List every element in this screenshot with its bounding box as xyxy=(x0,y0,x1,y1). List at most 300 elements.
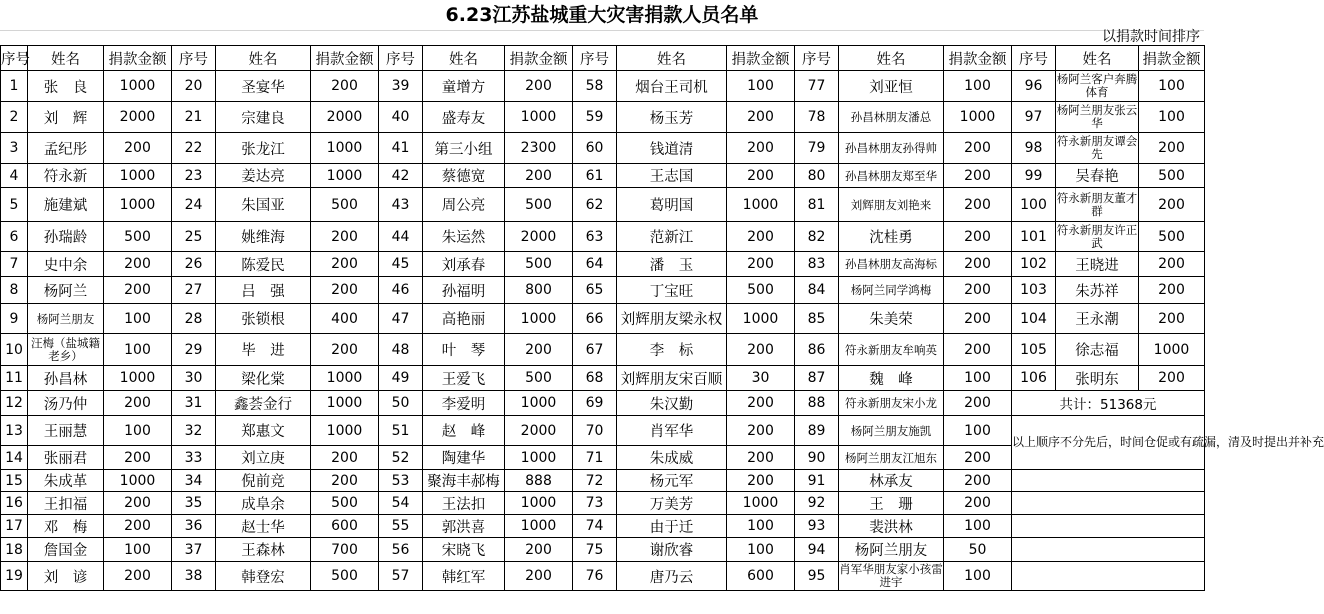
amount-cell: 1000 xyxy=(505,304,573,334)
amount-cell: 100 xyxy=(1139,71,1205,102)
seq-cell: 28 xyxy=(172,304,216,334)
donor-name-cell: 杨阿兰朋友张云华 xyxy=(1056,102,1139,133)
amount-cell: 1000 xyxy=(104,164,172,188)
seq-cell: 75 xyxy=(573,538,617,562)
seq-cell: 82 xyxy=(795,222,839,252)
donor-name-cell: 朱运然 xyxy=(423,222,505,252)
amount-cell: 500 xyxy=(311,562,379,591)
seq-cell: 24 xyxy=(172,188,216,222)
donor-name-cell: 朱苏祥 xyxy=(1056,277,1139,304)
amount-cell: 100 xyxy=(104,334,172,366)
donor-name-cell: 万美芳 xyxy=(617,492,727,515)
amount-cell: 100 xyxy=(1139,102,1205,133)
seq-cell: 38 xyxy=(172,562,216,591)
donor-name-cell: 邓 梅 xyxy=(28,515,104,538)
table-row xyxy=(1,71,1205,102)
footnote: 以上顺序不分先后，时间仓促或有疏漏，清及时提出并补充 xyxy=(1012,416,1205,470)
amount-cell: 1000 xyxy=(311,133,379,164)
amount-cell: 200 xyxy=(505,562,573,591)
table-row xyxy=(1,470,1205,492)
donor-name-cell: 由于迁 xyxy=(617,515,727,538)
donor-name-cell: 杨阿兰朋友江旭东 xyxy=(839,446,944,470)
seq-cell: 39 xyxy=(379,71,423,102)
donor-name-cell: 郭洪喜 xyxy=(423,515,505,538)
seq-cell: 81 xyxy=(795,188,839,222)
table-row xyxy=(1,164,1205,188)
seq-cell: 49 xyxy=(379,366,423,391)
amount-cell: 200 xyxy=(104,562,172,591)
amount-cell: 200 xyxy=(944,492,1012,515)
total-amount: 共计：51368元 xyxy=(1012,391,1205,416)
amount-cell: 200 xyxy=(505,538,573,562)
amount-cell: 200 xyxy=(727,446,795,470)
donor-name-cell: 符永新朋友许正武 xyxy=(1056,222,1138,250)
seq-cell: 87 xyxy=(795,366,839,391)
seq-cell: 79 xyxy=(795,133,839,164)
amount-cell: 200 xyxy=(104,252,172,277)
seq-cell: 53 xyxy=(379,470,423,492)
amount-cell: 200 xyxy=(944,133,1012,164)
donor-name-cell: 朱汉勤 xyxy=(617,391,727,416)
seq-cell: 71 xyxy=(573,446,617,470)
amount-cell: 100 xyxy=(944,515,1012,538)
seq-cell: 95 xyxy=(795,562,839,591)
seq-cell: 77 xyxy=(795,71,839,102)
amount-cell: 100 xyxy=(727,515,795,538)
amount-cell: 100 xyxy=(727,71,795,102)
seq-cell: 51 xyxy=(379,416,423,446)
donor-name-cell: 梁化棠 xyxy=(216,366,311,391)
seq-cell: 80 xyxy=(795,164,839,188)
donor-name-cell: 杨阿兰 xyxy=(28,277,104,304)
amount-cell: 200 xyxy=(727,470,795,492)
header-name: 姓名 xyxy=(1056,46,1139,71)
header-seq: 序号 xyxy=(1012,46,1056,71)
amount-cell: 200 xyxy=(505,71,573,102)
seq-cell: 54 xyxy=(379,492,423,515)
seq-cell: 21 xyxy=(172,102,216,133)
empty-cell xyxy=(1012,515,1205,538)
donor-name-cell: 李 标 xyxy=(617,334,727,366)
donor-name-cell: 蔡德宽 xyxy=(423,164,505,188)
amount-cell: 1000 xyxy=(104,470,172,492)
amount-cell: 500 xyxy=(311,188,379,222)
header-amount: 捐款金额 xyxy=(104,46,172,71)
header-amount: 捐款金额 xyxy=(944,46,1012,71)
donor-name-cell: 孙昌林朋友郑至华 xyxy=(839,164,944,188)
seq-cell: 63 xyxy=(573,222,617,252)
seq-cell: 7 xyxy=(1,252,28,277)
table-row xyxy=(1,416,1205,446)
amount-cell: 200 xyxy=(311,277,379,304)
seq-cell: 31 xyxy=(172,391,216,416)
donor-name-cell: 高艳丽 xyxy=(423,304,505,334)
donor-name-cell: 唐乃云 xyxy=(617,562,727,591)
donor-name-cell: 朱成威 xyxy=(617,446,727,470)
donor-name-cell: 第三小组 xyxy=(423,133,505,164)
amount-cell: 500 xyxy=(505,252,573,277)
donor-name-cell: 鑫荟金行 xyxy=(216,391,311,416)
table-row xyxy=(1,188,1205,222)
seq-cell: 64 xyxy=(573,252,617,277)
seq-cell: 78 xyxy=(795,102,839,133)
amount-cell: 800 xyxy=(505,277,573,304)
amount-cell: 200 xyxy=(311,222,379,252)
donor-name-cell: 韩登宏 xyxy=(216,562,311,591)
donor-name-cell: 符永新朋友董才群 xyxy=(1056,188,1139,222)
amount-cell: 2000 xyxy=(104,102,172,133)
seq-cell: 36 xyxy=(172,515,216,538)
donor-name-cell: 汪梅（盐城籍老乡） xyxy=(28,334,104,366)
amount-cell: 600 xyxy=(727,562,795,591)
donor-name-cell: 姜达亮 xyxy=(216,164,311,188)
donor-name-cell: 孙昌林朋友高海标 xyxy=(839,252,944,277)
donor-name-cell: 刘辉朋友刘艳来 xyxy=(839,188,944,222)
seq-cell: 35 xyxy=(172,492,216,515)
seq-cell: 6 xyxy=(1,222,28,252)
amount-cell: 100 xyxy=(944,416,1012,446)
donor-name-cell: 孟纪彤 xyxy=(28,133,104,164)
donor-name-cell: 张锁根 xyxy=(216,304,311,334)
header-name: 姓名 xyxy=(216,46,311,71)
seq-cell: 89 xyxy=(795,416,839,446)
seq-cell: 58 xyxy=(573,71,617,102)
seq-cell: 52 xyxy=(379,446,423,470)
amount-cell: 2000 xyxy=(311,102,379,133)
donor-name-cell: 王晓进 xyxy=(1056,252,1139,277)
amount-cell: 1000 xyxy=(311,391,379,416)
amount-cell: 200 xyxy=(104,515,172,538)
amount-cell: 888 xyxy=(505,470,573,492)
amount-cell: 100 xyxy=(104,304,172,334)
amount-cell: 200 xyxy=(727,164,795,188)
donor-name-cell: 符永新朋友牟响英 xyxy=(839,334,944,366)
donor-name-cell: 烟台王司机 xyxy=(617,71,727,102)
header-name: 姓名 xyxy=(839,46,944,71)
header-name: 姓名 xyxy=(28,46,104,71)
amount-cell: 1000 xyxy=(311,164,379,188)
donor-name-cell: 聚海丰郝梅 xyxy=(423,470,505,492)
seq-cell: 102 xyxy=(1012,252,1056,277)
seq-cell: 2 xyxy=(1,102,28,133)
header-seq: 序号 xyxy=(573,46,617,71)
seq-cell: 48 xyxy=(379,334,423,366)
donor-name-cell: 张丽君 xyxy=(28,446,104,470)
donor-name-cell: 谢欣睿 xyxy=(617,538,727,562)
donor-name-cell: 汤乃仲 xyxy=(28,391,104,416)
seq-cell: 68 xyxy=(573,366,617,391)
donor-name-cell: 刘亚恒 xyxy=(839,71,944,102)
donor-name-cell: 刘 辉 xyxy=(28,102,104,133)
empty-cell xyxy=(1012,538,1205,562)
seq-cell: 19 xyxy=(1,562,28,591)
seq-cell: 15 xyxy=(1,470,28,492)
seq-cell: 20 xyxy=(172,71,216,102)
donor-name-cell: 朱美荣 xyxy=(839,304,944,334)
donor-name-cell: 王丽慧 xyxy=(28,416,104,446)
amount-cell: 200 xyxy=(727,102,795,133)
seq-cell: 96 xyxy=(1012,71,1056,102)
seq-cell: 101 xyxy=(1012,222,1056,252)
seq-cell: 46 xyxy=(379,277,423,304)
amount-cell: 200 xyxy=(1139,252,1205,277)
amount-cell: 100 xyxy=(104,416,172,446)
donor-name-cell: 王永潮 xyxy=(1056,304,1139,334)
seq-cell: 57 xyxy=(379,562,423,591)
amount-cell: 200 xyxy=(311,252,379,277)
amount-cell: 200 xyxy=(311,71,379,102)
donor-name-cell: 毕 进 xyxy=(216,334,311,366)
donor-name-cell: 肖军华朋友家小孩雷进宇 xyxy=(839,562,943,589)
donor-name-cell: 王扣福 xyxy=(28,492,104,515)
seq-cell: 97 xyxy=(1012,102,1056,133)
donor-name-cell: 孙昌林朋友潘总 xyxy=(839,102,944,133)
seq-cell: 76 xyxy=(573,562,617,591)
donor-name-cell: 杨阿兰客户奔腾体育 xyxy=(1056,71,1139,102)
amount-cell: 200 xyxy=(311,470,379,492)
seq-cell: 25 xyxy=(172,222,216,252)
seq-cell: 4 xyxy=(1,164,28,188)
donor-name-cell: 陶建华 xyxy=(423,446,505,470)
donor-name-cell: 朱国亚 xyxy=(216,188,311,222)
empty-cell xyxy=(1012,470,1205,492)
donor-name-cell: 徐志福 xyxy=(1056,334,1139,366)
donor-name-cell: 孙瑞龄 xyxy=(28,222,104,252)
donor-name-cell: 钱道清 xyxy=(617,133,727,164)
seq-cell: 1 xyxy=(1,71,28,102)
amount-cell: 200 xyxy=(727,334,795,366)
table-row xyxy=(1,492,1205,515)
donor-name-cell: 肖军华 xyxy=(617,416,727,446)
amount-cell: 30 xyxy=(727,366,795,391)
donor-name-cell: 杨阿兰朋友 xyxy=(28,304,104,334)
donor-name-cell: 刘 谚 xyxy=(28,562,104,591)
seq-cell: 91 xyxy=(795,470,839,492)
seq-cell: 56 xyxy=(379,538,423,562)
donor-name-cell: 杨阿兰朋友 xyxy=(839,538,944,562)
donor-name-cell: 圣宴华 xyxy=(216,71,311,102)
donor-name-cell: 成阜余 xyxy=(216,492,311,515)
donor-name-cell: 范新江 xyxy=(617,222,727,252)
header-seq: 序号 xyxy=(379,46,423,71)
amount-cell: 200 xyxy=(727,416,795,446)
sort-note: 以捐款时间排序 xyxy=(1102,29,1200,45)
seq-cell: 66 xyxy=(573,304,617,334)
seq-cell: 83 xyxy=(795,252,839,277)
amount-cell: 100 xyxy=(104,538,172,562)
donor-name-cell: 李爱明 xyxy=(423,391,505,416)
amount-cell: 200 xyxy=(1139,133,1205,164)
amount-cell: 200 xyxy=(1139,277,1205,304)
donor-name-cell: 周公亮 xyxy=(423,188,505,222)
seq-cell: 92 xyxy=(795,492,839,515)
seq-cell: 98 xyxy=(1012,133,1056,164)
donor-name-cell: 王法扣 xyxy=(423,492,505,515)
donor-name-cell: 盛寿友 xyxy=(423,102,505,133)
donor-name-cell: 史中余 xyxy=(28,252,104,277)
seq-cell: 16 xyxy=(1,492,28,515)
amount-cell: 200 xyxy=(311,334,379,366)
donor-name-cell: 符永新朋友谭会先 xyxy=(1056,133,1139,164)
donor-name-cell: 赵士华 xyxy=(216,515,311,538)
amount-cell: 200 xyxy=(944,446,1012,470)
amount-cell: 100 xyxy=(727,538,795,562)
table-row xyxy=(1,102,1205,133)
amount-cell: 1000 xyxy=(311,366,379,391)
donor-name-cell: 王 珊 xyxy=(839,492,944,515)
seq-cell: 37 xyxy=(172,538,216,562)
amount-cell: 100 xyxy=(944,366,1012,391)
seq-cell: 45 xyxy=(379,252,423,277)
donor-name-cell: 王志国 xyxy=(617,164,727,188)
seq-cell: 104 xyxy=(1012,304,1056,334)
donor-name-cell: 孙福明 xyxy=(423,277,505,304)
seq-cell: 22 xyxy=(172,133,216,164)
seq-cell: 103 xyxy=(1012,277,1056,304)
amount-cell: 2000 xyxy=(505,222,573,252)
seq-cell: 33 xyxy=(172,446,216,470)
table-row xyxy=(1,304,1205,334)
header-seq: 序号 xyxy=(172,46,216,71)
seq-cell: 67 xyxy=(573,334,617,366)
donor-name-cell: 孙昌林 xyxy=(28,366,104,391)
empty-cell xyxy=(1012,492,1205,515)
seq-cell: 12 xyxy=(1,391,28,416)
donor-name-cell: 林承友 xyxy=(839,470,944,492)
donor-name-cell: 王爱飞 xyxy=(423,366,505,391)
seq-cell: 9 xyxy=(1,304,28,334)
amount-cell: 200 xyxy=(104,492,172,515)
donor-name-cell: 韩红军 xyxy=(423,562,505,591)
donor-name-cell: 郑惠文 xyxy=(216,416,311,446)
amount-cell: 1000 xyxy=(505,515,573,538)
amount-cell: 100 xyxy=(944,562,1012,591)
donor-name-cell: 陈爱民 xyxy=(216,252,311,277)
donor-name-cell: 孙昌林朋友孙得帅 xyxy=(839,133,944,164)
amount-cell: 200 xyxy=(944,188,1012,222)
table-row xyxy=(1,133,1205,164)
amount-cell: 200 xyxy=(104,446,172,470)
amount-cell: 200 xyxy=(944,252,1012,277)
amount-cell: 200 xyxy=(505,334,573,366)
table-body xyxy=(1,71,1324,591)
donor-name-cell: 施建斌 xyxy=(28,188,104,222)
table-row xyxy=(1,391,1205,416)
amount-cell: 200 xyxy=(944,222,1012,252)
donor-name-cell: 丁宝旺 xyxy=(617,277,727,304)
amount-cell: 200 xyxy=(727,391,795,416)
header-amount: 捐款金额 xyxy=(1139,46,1205,71)
amount-cell: 200 xyxy=(727,222,795,252)
donor-name-cell: 符永新 xyxy=(28,164,104,188)
seq-cell: 32 xyxy=(172,416,216,446)
seq-cell: 65 xyxy=(573,277,617,304)
table-row xyxy=(1,562,1205,591)
table-row xyxy=(1,334,1205,366)
amount-cell: 1000 xyxy=(944,102,1012,133)
donor-name-cell: 魏 峰 xyxy=(839,366,944,391)
header-amount: 捐款金额 xyxy=(311,46,379,71)
seq-cell: 14 xyxy=(1,446,28,470)
amount-cell: 1000 xyxy=(727,492,795,515)
amount-cell: 200 xyxy=(104,277,172,304)
table-row xyxy=(1,366,1205,391)
seq-cell: 93 xyxy=(795,515,839,538)
amount-cell: 500 xyxy=(311,492,379,515)
amount-cell: 200 xyxy=(104,133,172,164)
seq-cell: 94 xyxy=(795,538,839,562)
amount-cell: 200 xyxy=(944,334,1012,366)
amount-cell: 200 xyxy=(1139,188,1205,222)
seq-cell: 70 xyxy=(573,416,617,446)
seq-cell: 88 xyxy=(795,391,839,416)
amount-cell: 1000 xyxy=(104,71,172,102)
donor-name-cell: 刘承春 xyxy=(423,252,505,277)
donor-name-cell: 裴洪林 xyxy=(839,515,944,538)
amount-cell: 200 xyxy=(311,446,379,470)
seq-cell: 50 xyxy=(379,391,423,416)
seq-cell: 84 xyxy=(795,277,839,304)
seq-cell: 69 xyxy=(573,391,617,416)
amount-cell: 500 xyxy=(1139,222,1205,252)
amount-cell: 200 xyxy=(944,164,1012,188)
seq-cell: 60 xyxy=(573,133,617,164)
seq-cell: 26 xyxy=(172,252,216,277)
seq-cell: 11 xyxy=(1,366,28,391)
table-header xyxy=(1,46,1205,71)
amount-cell: 1000 xyxy=(505,102,573,133)
amount-cell: 500 xyxy=(104,222,172,252)
header-seq: 序号 xyxy=(1,46,28,71)
amount-cell: 200 xyxy=(944,391,1012,416)
seq-cell: 34 xyxy=(172,470,216,492)
seq-cell: 86 xyxy=(795,334,839,366)
header-name: 姓名 xyxy=(617,46,727,71)
seq-cell: 61 xyxy=(573,164,617,188)
donation-table xyxy=(0,45,1324,591)
table-row xyxy=(1,222,1205,252)
amount-cell: 1000 xyxy=(505,446,573,470)
seq-cell: 10 xyxy=(1,334,28,366)
donor-name-cell: 刘辉朋友宋百顺 xyxy=(617,366,727,391)
seq-cell: 47 xyxy=(379,304,423,334)
seq-cell: 3 xyxy=(1,133,28,164)
amount-cell: 200 xyxy=(944,470,1012,492)
header-amount: 捐款金额 xyxy=(727,46,795,71)
amount-cell: 200 xyxy=(104,391,172,416)
seq-cell: 18 xyxy=(1,538,28,562)
seq-cell: 30 xyxy=(172,366,216,391)
amount-cell: 1000 xyxy=(505,391,573,416)
seq-cell: 23 xyxy=(172,164,216,188)
donor-name-cell: 叶 琴 xyxy=(423,334,505,366)
page-title: 6.23江苏盐城重大灾害捐款人员名单 xyxy=(0,0,1204,31)
amount-cell: 1000 xyxy=(727,188,795,222)
donor-name-cell: 沈桂勇 xyxy=(839,222,944,252)
amount-cell: 100 xyxy=(944,71,1012,102)
amount-cell: 200 xyxy=(727,252,795,277)
amount-cell: 200 xyxy=(727,133,795,164)
seq-cell: 73 xyxy=(573,492,617,515)
donor-name-cell: 吕 强 xyxy=(216,277,311,304)
amount-cell: 50 xyxy=(944,538,1012,562)
table-row xyxy=(1,277,1205,304)
empty-cell xyxy=(1012,562,1205,591)
donor-name-cell: 刘辉朋友梁永权 xyxy=(617,304,727,334)
seq-cell: 43 xyxy=(379,188,423,222)
seq-cell: 42 xyxy=(379,164,423,188)
donor-name-cell: 童增方 xyxy=(423,71,505,102)
